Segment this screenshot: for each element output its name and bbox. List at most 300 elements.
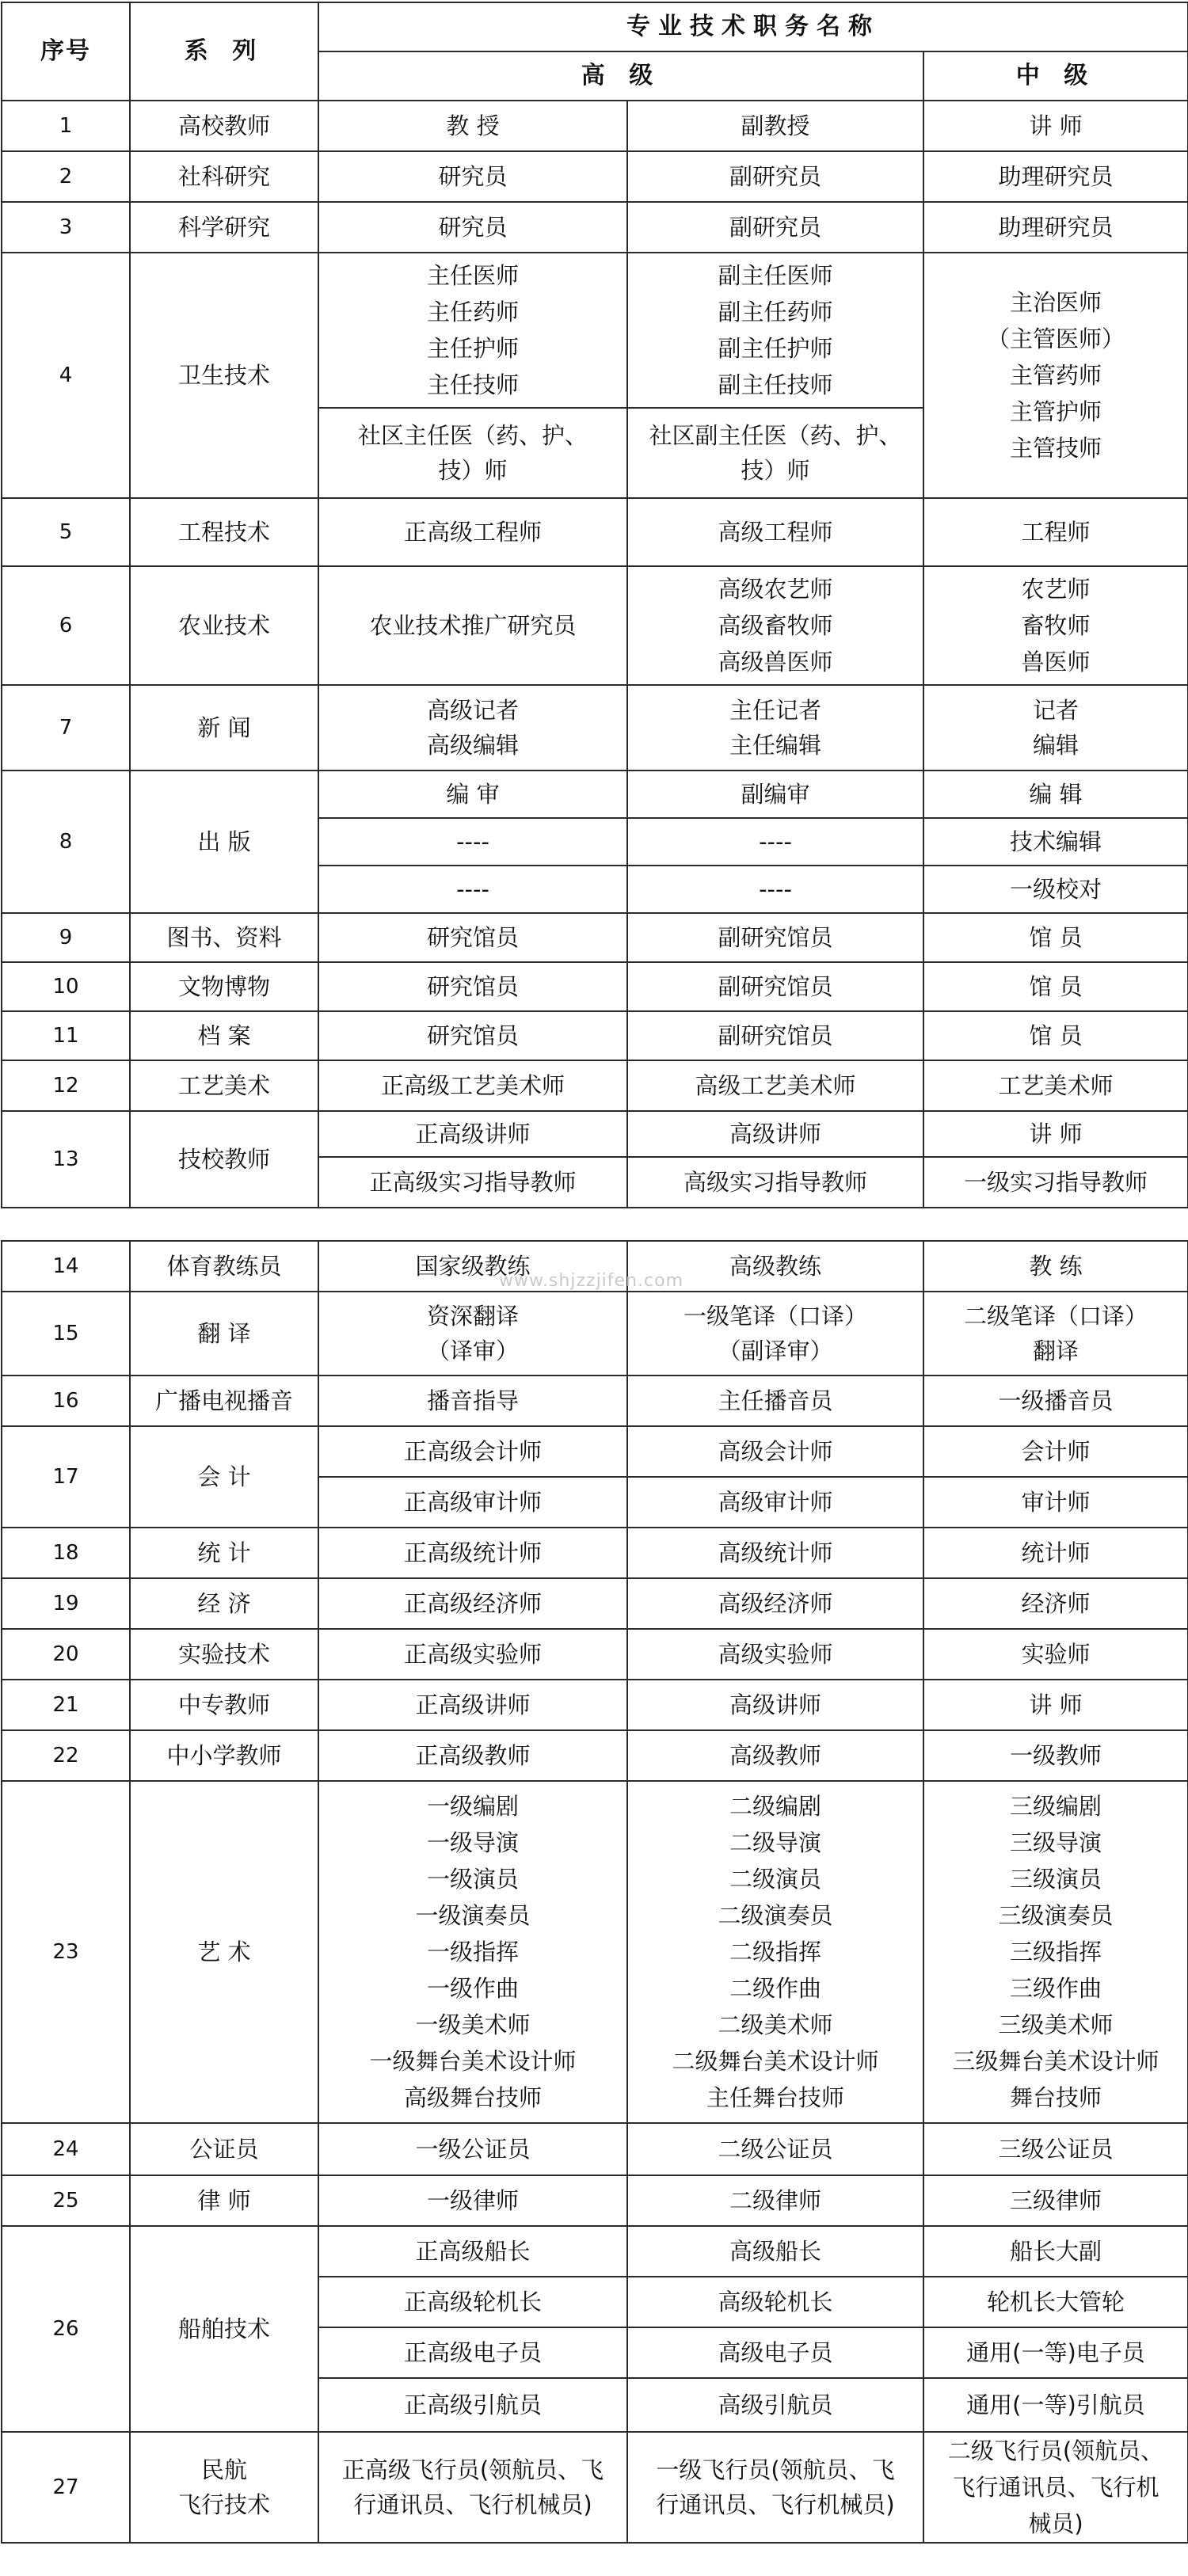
table-row	[2, 1060, 1188, 1111]
middle-title-line: 实验师	[1021, 1641, 1091, 1668]
senior-title-line: 主任技师	[426, 371, 519, 398]
middle-title	[923, 2226, 1188, 2277]
header-series-text: 系 列	[184, 37, 265, 65]
senior-title-line: 正高级审计师	[403, 1489, 542, 1516]
row-number-text: 19	[52, 1592, 79, 1615]
middle-title	[923, 1241, 1188, 1292]
senior-title	[318, 1629, 627, 1680]
middle-title	[923, 2123, 1188, 2175]
row-number	[2, 1781, 130, 2123]
senior-title-line: 一级导演	[426, 1829, 519, 1856]
table-row	[2, 685, 1188, 771]
senior-title-line: 正高级电子员	[403, 2339, 542, 2366]
senior-title	[318, 1781, 627, 2123]
senior-title	[318, 566, 627, 685]
middle-title	[923, 818, 1188, 866]
deputy-senior-title	[627, 1157, 923, 1208]
header-num	[2, 2, 130, 101]
senior-title-line: 主任护师	[426, 335, 519, 362]
row-number-text: 8	[59, 830, 73, 854]
senior-title	[318, 1111, 627, 1157]
row-number	[2, 771, 130, 913]
deputy-senior-title	[627, 913, 923, 962]
deputy-senior-title-line: 高级农艺师	[718, 576, 833, 603]
table-row	[2, 2175, 1188, 2226]
row-number	[2, 498, 130, 566]
series-name-line: 中小学教师	[166, 1742, 282, 1769]
middle-title-line: 助理研究员	[998, 214, 1114, 241]
senior-title	[318, 2226, 627, 2277]
middle-title-line: 工程师	[1021, 519, 1091, 546]
deputy-senior-title-line: 高级轮机长	[718, 2289, 833, 2315]
senior-title-line: 高级舞台技师	[403, 2084, 542, 2111]
deputy-senior-title	[627, 2327, 923, 2378]
middle-title-line: 通用(一等)电子员	[966, 2339, 1145, 2366]
series-name-line: 公证员	[189, 2136, 259, 2163]
senior-title	[318, 866, 627, 913]
series-name-line: 出 版	[197, 828, 251, 855]
deputy-senior-title-line: 高级讲师	[729, 1691, 821, 1718]
table-row	[2, 1730, 1188, 1781]
middle-title	[923, 2378, 1188, 2432]
series-name	[130, 2226, 318, 2432]
senior-title-line: 主任药师	[426, 299, 519, 325]
deputy-senior-title	[627, 1060, 923, 1111]
middle-title-line: 工艺美术师	[998, 1072, 1114, 1099]
senior-title-line: 正高级工艺美术师	[380, 1072, 565, 1099]
deputy-senior-title	[627, 866, 923, 913]
senior-title	[318, 1426, 627, 1477]
table-row	[2, 1578, 1188, 1629]
series-name-line: 飞行技术	[177, 2491, 270, 2518]
middle-title-line: 畜牧师	[1021, 612, 1091, 639]
middle-title-line: 农艺师	[1021, 576, 1091, 603]
middle-title	[923, 962, 1188, 1011]
series-name	[130, 1730, 318, 1781]
deputy-senior-title-line: 副编审	[741, 781, 810, 808]
row-number	[2, 2175, 130, 2226]
row-number-text: 9	[59, 926, 73, 949]
middle-title-line: 馆 员	[1029, 973, 1083, 1000]
header-row	[2, 2, 1188, 51]
deputy-senior-title-line: 副主任护师	[718, 335, 833, 362]
row-number	[2, 1629, 130, 1680]
deputy-senior-title	[627, 818, 923, 866]
series-name-line: 体育教练员	[166, 1253, 282, 1280]
deputy-senior-title-line: 高级实习指导教师	[683, 1169, 867, 1196]
senior-title-line: 行通讯员、飞行机械员)	[353, 2491, 592, 2518]
series-name-line: 技校教师	[177, 1146, 270, 1173]
deputy-senior-title-line: 高级工程师	[718, 519, 833, 546]
deputy-senior-title	[627, 202, 923, 253]
middle-title	[923, 771, 1188, 818]
deputy-senior-title-line: 二级作曲	[729, 1975, 821, 2002]
table-row	[2, 2432, 1188, 2543]
deputy-senior-title-line: 二级公证员	[718, 2136, 833, 2163]
header-num-text: 序号	[40, 37, 91, 65]
senior-title-line: 一级公证员	[415, 2136, 531, 2163]
row-number-text: 7	[59, 716, 73, 740]
senior-title	[318, 151, 627, 202]
middle-title	[923, 1528, 1188, 1578]
middle-title	[923, 2175, 1188, 2226]
senior-title-line: 一级舞台美术设计师	[369, 2048, 577, 2075]
row-number-text: 18	[52, 1541, 79, 1565]
senior-title	[318, 202, 627, 253]
series-name-line: 科学研究	[177, 214, 270, 241]
series-name-line: 翻 译	[197, 1320, 251, 1347]
middle-title-line: 经济师	[1021, 1590, 1091, 1617]
senior-title-line: 正高级实验师	[403, 1641, 542, 1668]
deputy-senior-title	[627, 1376, 923, 1426]
middle-title-line: 技术编辑	[1010, 828, 1102, 855]
senior-title	[318, 101, 627, 151]
deputy-senior-title	[627, 1111, 923, 1157]
series-name-line: 民航	[200, 2456, 247, 2483]
watermark-text: www.shjzzjifen.com	[499, 1271, 683, 1291]
row-number-text: 14	[52, 1254, 79, 1278]
middle-title	[923, 1157, 1188, 1208]
deputy-senior-title	[627, 2277, 923, 2327]
table-row	[2, 913, 1188, 962]
row-number-text: 21	[52, 1693, 79, 1717]
deputy-senior-title-line: （副译审）	[718, 1337, 833, 1364]
middle-title-line: 三级指挥	[1009, 1939, 1102, 1965]
table-row	[2, 1528, 1188, 1578]
senior-title	[318, 913, 627, 962]
deputy-senior-title-line: 社区副主任医（药、护、	[649, 422, 902, 449]
deputy-senior-title-line: 高级实验师	[718, 1641, 833, 1668]
senior-title	[318, 1376, 627, 1426]
deputy-senior-title	[627, 1477, 923, 1528]
middle-title-line: 舞台技师	[1009, 2084, 1102, 2111]
deputy-senior-title-line: 一级飞行员(领航员、飞	[656, 2456, 895, 2483]
series-name-line: 会 计	[197, 1463, 251, 1490]
header-middle	[923, 51, 1188, 101]
table-row	[2, 498, 1188, 566]
middle-title	[923, 151, 1188, 202]
table-row	[2, 151, 1188, 202]
senior-title	[318, 1528, 627, 1578]
deputy-senior-title	[627, 1629, 923, 1680]
deputy-senior-title	[627, 685, 923, 771]
table-row	[2, 1376, 1188, 1426]
table-row	[2, 1680, 1188, 1730]
series-name	[130, 1060, 318, 1111]
table-row	[2, 202, 1188, 253]
series-name	[130, 1111, 318, 1208]
row-number-text: 17	[52, 1465, 79, 1489]
senior-title-line: 研究馆员	[426, 1022, 519, 1049]
series-name-line: 高校教师	[177, 112, 270, 139]
senior-title-line: 一级律师	[426, 2187, 519, 2214]
middle-title	[923, 1111, 1188, 1157]
row-number-text: 5	[59, 520, 73, 544]
middle-title-line: 统计师	[1021, 1539, 1091, 1566]
middle-title	[923, 253, 1188, 498]
header-senior-text: 高 级	[581, 62, 661, 89]
senior-title-line: 资深翻译	[426, 1303, 519, 1330]
row-number-text: 1	[59, 114, 73, 138]
deputy-senior-title	[627, 151, 923, 202]
row-number-text: 25	[52, 2189, 79, 2213]
middle-title-line: 船长大副	[1009, 2238, 1102, 2265]
row-number-text: 11	[52, 1024, 79, 1048]
deputy-senior-title-line: 二级指挥	[729, 1939, 821, 1965]
series-name	[130, 1781, 318, 2123]
series-name	[130, 962, 318, 1011]
table-row	[2, 1781, 1188, 2123]
deputy-senior-title-line: 二级导演	[729, 1829, 821, 1856]
middle-title	[923, 685, 1188, 771]
senior-title-line: 正高级工程师	[403, 519, 542, 546]
row-number-text: 20	[52, 1642, 79, 1666]
series-name	[130, 202, 318, 253]
deputy-senior-title-line: 副研究员	[729, 163, 821, 190]
deputy-senior-title-line: 高级畜牧师	[718, 612, 833, 639]
middle-title	[923, 1060, 1188, 1111]
series-name-line: 文物博物	[177, 973, 270, 1000]
senior-title	[318, 2432, 627, 2543]
series-name	[130, 498, 318, 566]
series-name	[130, 1629, 318, 1680]
row-number	[2, 1060, 130, 1111]
deputy-senior-title-line: 副研究馆员	[718, 973, 833, 1000]
deputy-senior-title-line: ----	[759, 828, 792, 855]
middle-title-line: 通用(一等)引航员	[966, 2391, 1145, 2418]
middle-title-line: 三级作曲	[1009, 1975, 1102, 2002]
series-name	[130, 2432, 318, 2543]
series-name	[130, 2123, 318, 2175]
series-name	[130, 1011, 318, 1060]
row-number-text: 6	[59, 614, 73, 637]
deputy-senior-title	[627, 2432, 923, 2543]
row-number	[2, 1011, 130, 1060]
senior-title-line: ----	[456, 828, 489, 855]
middle-title	[923, 202, 1188, 253]
series-name-line: 卫生技术	[177, 362, 270, 389]
title-table-part-2	[1, 1240, 1188, 2544]
header-senior	[318, 51, 923, 101]
senior-title-line: 国家级教练	[415, 1253, 531, 1280]
senior-title-line: 正高级讲师	[415, 1691, 531, 1718]
deputy-senior-title-line: 高级统计师	[718, 1539, 833, 1566]
senior-title-line: 一级指挥	[426, 1939, 519, 1965]
deputy-senior-title-line: 主任记者	[729, 697, 821, 724]
series-name	[130, 566, 318, 685]
deputy-senior-title-line: 副主任技师	[718, 371, 833, 398]
row-number	[2, 1528, 130, 1578]
row-number-text: 4	[59, 363, 73, 387]
series-name-line: 中专教师	[177, 1691, 270, 1718]
middle-title-line: 三级美术师	[998, 2011, 1114, 2038]
deputy-senior-title	[627, 1578, 923, 1629]
middle-title	[923, 2432, 1188, 2543]
deputy-senior-title-line: 二级美术师	[718, 2011, 833, 2038]
row-number	[2, 202, 130, 253]
deputy-senior-title-line: 副研究员	[729, 214, 821, 241]
series-name-line: 工程技术	[177, 519, 270, 546]
row-number-text: 16	[52, 1389, 79, 1413]
row-number-text: 12	[52, 1074, 79, 1098]
middle-title-line: 三级演员	[1009, 1866, 1102, 1893]
senior-title	[318, 2327, 627, 2378]
series-name-line: 艺 术	[197, 1939, 251, 1965]
middle-title-line: 主治医师	[1010, 289, 1102, 316]
senior-title-line: 正高级实习指导教师	[369, 1169, 577, 1196]
senior-title-line: 高级记者	[426, 697, 519, 724]
deputy-senior-title-line: 高级会计师	[718, 1438, 833, 1465]
series-name-line: 新 闻	[197, 714, 251, 741]
deputy-senior-title-line: 二级律师	[729, 2187, 821, 2214]
row-number	[2, 2123, 130, 2175]
deputy-senior-title-line: 高级讲师	[729, 1121, 821, 1147]
deputy-senior-title	[627, 771, 923, 818]
middle-title-line: 主管护师	[1010, 398, 1102, 425]
table-row	[2, 253, 1188, 408]
deputy-senior-title-line: 二级演员	[729, 1866, 821, 1893]
table-row	[2, 962, 1188, 1011]
middle-title-line: 飞行通讯员、飞行机	[952, 2474, 1159, 2501]
middle-title-line: 一级校对	[1010, 876, 1102, 903]
row-number-text: 26	[52, 2317, 79, 2341]
senior-title	[318, 1060, 627, 1111]
senior-title	[318, 2378, 627, 2432]
series-name-line: 社科研究	[177, 163, 270, 190]
senior-title-line: 正高级讲师	[415, 1121, 531, 1147]
deputy-senior-title	[627, 253, 923, 408]
middle-title-line: 教 练	[1029, 1253, 1083, 1280]
senior-title	[318, 1730, 627, 1781]
table-row	[2, 1111, 1188, 1157]
middle-title	[923, 1426, 1188, 1477]
senior-title-line: ----	[456, 876, 489, 903]
senior-title-line: 正高级船长	[415, 2238, 531, 2265]
row-number	[2, 1376, 130, 1426]
title-table-part-1	[1, 2, 1188, 1208]
deputy-senior-title-line: 技）师	[741, 457, 810, 484]
middle-title-line: 三级舞台美术设计师	[952, 2048, 1159, 2075]
row-number	[2, 566, 130, 685]
header-series	[130, 2, 318, 101]
senior-title-line: 播音指导	[426, 1387, 519, 1414]
middle-title	[923, 2327, 1188, 2378]
row-number	[2, 1111, 130, 1208]
series-name	[130, 1578, 318, 1629]
senior-title-line: 研究员	[438, 214, 508, 241]
deputy-senior-title-line: 副主任药师	[718, 299, 833, 325]
middle-title-line: 三级公证员	[998, 2136, 1114, 2163]
series-name	[130, 1426, 318, 1528]
senior-title-line: 正高级教师	[415, 1742, 531, 1769]
series-name-line: 档 案	[197, 1022, 251, 1049]
series-name-line: 统 计	[197, 1539, 251, 1566]
middle-title-line: 编 辑	[1029, 781, 1083, 808]
row-number-text: 22	[52, 1744, 79, 1767]
senior-title-line: 一级演员	[426, 1866, 519, 1893]
table-row	[2, 2226, 1188, 2277]
senior-title	[318, 2277, 627, 2327]
deputy-senior-title-line: 高级兽医师	[718, 649, 833, 675]
series-name-line: 农业技术	[177, 612, 270, 639]
senior-title	[318, 408, 627, 498]
senior-title	[318, 818, 627, 866]
deputy-senior-title-line: 一级笔译（口译）	[683, 1303, 867, 1330]
senior-title-line: 一级美术师	[415, 2011, 531, 2038]
row-number	[2, 1241, 130, 1292]
middle-title-line: 编辑	[1033, 732, 1079, 759]
senior-title	[318, 962, 627, 1011]
table-row	[2, 1426, 1188, 1477]
row-number	[2, 1426, 130, 1528]
row-number	[2, 685, 130, 771]
series-name	[130, 1680, 318, 1730]
series-name-line: 船舶技术	[177, 2315, 270, 2342]
deputy-senior-title	[627, 1011, 923, 1060]
middle-title-line: 轮机长大管轮	[986, 2289, 1125, 2315]
middle-title-line: 械员)	[1028, 2510, 1083, 2537]
table-row	[2, 1011, 1188, 1060]
middle-title	[923, 1011, 1188, 1060]
row-number	[2, 101, 130, 151]
header-title-text: 专业技术职务名称	[626, 13, 880, 40]
middle-title-line: 讲 师	[1029, 112, 1083, 139]
middle-title-line: 翻译	[1032, 1337, 1079, 1364]
middle-title-line: 审计师	[1021, 1489, 1091, 1516]
deputy-senior-title	[627, 2175, 923, 2226]
middle-title	[923, 913, 1188, 962]
middle-title	[923, 1292, 1188, 1376]
row-number-text: 13	[52, 1147, 79, 1171]
middle-title-line: 记者	[1033, 697, 1079, 724]
deputy-senior-title	[627, 1528, 923, 1578]
middle-title-line: 一级播音员	[998, 1387, 1114, 1414]
deputy-senior-title-line: 二级演奏员	[718, 1902, 833, 1929]
senior-title-line: 社区主任医（药、护、	[357, 422, 588, 449]
middle-title-line: 三级演奏员	[998, 1902, 1114, 1929]
deputy-senior-title	[627, 566, 923, 685]
senior-title	[318, 1157, 627, 1208]
deputy-senior-title-line: 高级审计师	[718, 1489, 833, 1516]
deputy-senior-title-line: 副研究馆员	[718, 924, 833, 951]
row-number-text: 2	[59, 165, 73, 188]
middle-title-line: 馆 员	[1029, 924, 1083, 951]
deputy-senior-title-line: 高级经济师	[718, 1590, 833, 1617]
middle-title	[923, 1680, 1188, 1730]
series-name-line: 广播电视播音	[154, 1387, 293, 1414]
senior-title	[318, 498, 627, 566]
header-middle-text: 中 级	[1015, 62, 1096, 89]
senior-title-line: 一级编剧	[426, 1793, 519, 1820]
series-name-line: 律 师	[197, 2187, 251, 2214]
middle-title-line: 二级飞行员(领航员、	[947, 2437, 1164, 2464]
row-number-text: 24	[52, 2137, 79, 2161]
middle-title	[923, 498, 1188, 566]
senior-title-line: 主任医师	[426, 262, 519, 289]
deputy-senior-title	[627, 498, 923, 566]
deputy-senior-title-line: 副教授	[741, 112, 810, 139]
middle-title	[923, 101, 1188, 151]
series-name	[130, 253, 318, 498]
table-row	[2, 566, 1188, 685]
senior-title	[318, 2175, 627, 2226]
row-number-text: 10	[52, 975, 79, 999]
series-name-line: 工艺美术	[177, 1072, 270, 1099]
middle-title	[923, 1376, 1188, 1426]
series-name	[130, 1241, 318, 1292]
senior-title-line: 一级演奏员	[415, 1902, 531, 1929]
series-name	[130, 1292, 318, 1376]
